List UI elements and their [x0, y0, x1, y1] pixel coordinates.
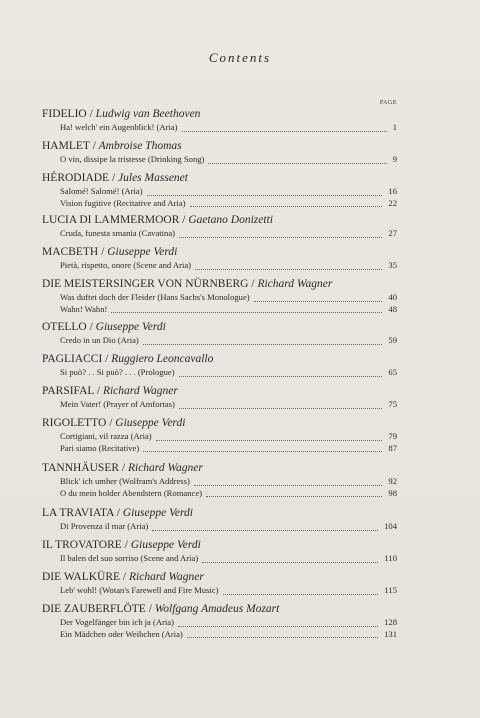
toc-entry: [42, 320, 397, 347]
aria-row: [42, 585, 397, 597]
opera-title: MACBETH: [42, 246, 99, 258]
opera-heading: [42, 384, 397, 399]
page-column-label: PAGE: [379, 100, 397, 106]
composer-name: Jules Massenet: [118, 172, 188, 184]
aria-title: Mein Vater! (Prayer of Amfortas): [60, 399, 175, 409]
separator: /: [89, 140, 99, 152]
dot-leader: [190, 205, 382, 207]
separator: /: [248, 278, 258, 290]
separator: /: [102, 353, 112, 365]
aria-title: O vin, dissipe la tristesse (Drinking Song): [60, 154, 205, 164]
aria-title: Pietà, rispetto, onore (Scene and Aria): [60, 260, 192, 270]
aria-row: [42, 617, 397, 629]
opera-title: PARSIFAL: [42, 385, 94, 397]
dot-leader: [223, 593, 378, 595]
opera-heading: [42, 171, 397, 186]
separator: /: [145, 603, 155, 615]
opera-heading: [42, 213, 397, 228]
composer-name: Giuseppe Verdi: [95, 321, 166, 333]
opera-title: FIDELIO: [42, 108, 87, 120]
aria-row: [42, 335, 397, 347]
toc-entry: [42, 570, 397, 597]
separator: /: [179, 214, 189, 226]
page-number: 48: [388, 303, 397, 314]
dot-leader: [147, 194, 382, 196]
composer-name: Richard Wagner: [127, 462, 203, 474]
opera-heading: [42, 506, 397, 521]
aria-title: Di Provenza il mar (Aria): [60, 521, 149, 531]
page-number: 79: [388, 431, 397, 441]
aria-row: [42, 198, 397, 210]
composer-name: Giuseppe Verdi: [122, 507, 193, 519]
separator: /: [86, 321, 96, 333]
separator: /: [120, 571, 129, 583]
dot-leader: [179, 375, 382, 377]
opera-heading: [42, 416, 397, 431]
composer-name: Richard Wagner: [129, 571, 204, 583]
aria-title: Cortigiani, vil razza (Aria): [60, 431, 152, 441]
aria-title: Si può? . . Si può? . . . (Prologue): [60, 367, 175, 377]
opera-title: IL TROVATORE: [42, 539, 122, 551]
aria-row: [42, 431, 397, 443]
opera-title: OTELLO: [42, 321, 87, 333]
composer-name: Ambroise Thomas: [98, 140, 182, 152]
opera-heading: [42, 352, 397, 367]
separator: /: [119, 462, 128, 474]
toc-entry: [42, 538, 397, 565]
page-number: 131: [384, 628, 397, 639]
dot-leader: [187, 636, 378, 638]
opera-title: HAMLET: [42, 140, 90, 152]
page-number: 110: [384, 553, 397, 563]
dot-leader: [194, 484, 382, 486]
opera-heading: [42, 139, 397, 154]
aria-row: [42, 629, 397, 641]
separator: /: [109, 172, 119, 184]
aria-title: Was duftet doch der Fleider (Hans Sachs's Monologue): [60, 292, 250, 302]
aria-row: [42, 443, 397, 455]
composer-name: Gaetano Donizetti: [188, 214, 273, 226]
dot-leader: [152, 529, 378, 531]
page-number: 104: [384, 521, 397, 531]
opera-heading: [42, 461, 397, 476]
dot-leader: [143, 450, 382, 452]
separator: /: [106, 417, 116, 429]
toc-entry: [42, 352, 397, 379]
aria-title: Salomé! Salomé! (Aria): [60, 186, 143, 196]
aria-row: [42, 122, 397, 134]
composer-name: Ludwig van Beethoven: [95, 108, 201, 120]
toc-entry: [42, 171, 397, 209]
toc-entry: [42, 245, 397, 272]
toc-entry: [42, 139, 397, 166]
page-number: 59: [388, 335, 397, 345]
dot-leader: [178, 625, 378, 627]
opera-title: LA TRAVIATA: [42, 507, 114, 519]
opera-heading: [42, 107, 397, 122]
aria-row: [42, 304, 397, 316]
page-number: 65: [388, 367, 397, 377]
opera-heading: [42, 245, 397, 260]
page-number: 16: [388, 186, 397, 196]
page-title: Contents: [208, 50, 272, 65]
aria-row: [42, 292, 397, 304]
opera-heading: [42, 570, 397, 585]
separator: /: [86, 108, 96, 120]
toc-entry: [42, 384, 397, 411]
opera-title: DIE WALKÜRE: [42, 571, 121, 583]
aria-row: [42, 154, 397, 166]
aria-title: Pari siamo (Recitative): [60, 442, 140, 453]
opera-title: TANNHÄUSER: [42, 462, 120, 474]
toc-entry: [42, 416, 397, 454]
aria-row: [42, 186, 397, 198]
page-number: 92: [388, 476, 397, 486]
composer-name: Richard Wagner: [257, 278, 333, 290]
opera-title: DIE ZAUBERFLÖTE: [42, 603, 146, 615]
page-number: 128: [384, 617, 397, 627]
aria-title: Blick' ich umher (Wolfram's Address): [60, 476, 190, 486]
dot-leader: [208, 162, 387, 164]
opera-title: LUCIA DI LAMMERMOOR: [42, 214, 180, 226]
opera-heading: [42, 538, 397, 553]
aria-title: Il balen del suo sorriso (Scene and Aria): [60, 553, 199, 563]
opera-heading: [42, 320, 397, 335]
dot-leader: [206, 495, 382, 497]
aria-row: [42, 553, 397, 565]
page-number: 27: [388, 228, 397, 238]
toc-entry: [42, 107, 397, 134]
toc-entry: [42, 277, 397, 315]
aria-title: Der Vogelfänger bin ich ja (Aria): [60, 617, 174, 627]
page-number: 98: [388, 487, 397, 498]
aria-title: Vision fugitive (Recitative and Aria): [60, 197, 186, 208]
toc-entry: [42, 602, 397, 640]
page-number: 40: [388, 292, 397, 302]
separator: /: [121, 539, 131, 551]
aria-row: [42, 399, 397, 411]
opera-title: HÉRODIADE: [42, 172, 110, 184]
toc-entry: [42, 506, 397, 533]
aria-row: [42, 521, 397, 533]
aria-row: [42, 488, 397, 500]
composer-name: Wolfgang Amadeus Mozart: [154, 603, 280, 615]
aria-title: O du mein holder Abendstern (Romance): [60, 487, 202, 498]
opera-heading: [42, 277, 397, 292]
aria-title: Leb' wohl! (Wotan's Farewell and Fire Music): [60, 585, 219, 595]
composer-name: Giuseppe Verdi: [130, 539, 201, 551]
page-number: 75: [388, 399, 397, 409]
page-number: 87: [388, 442, 397, 453]
dot-leader: [202, 561, 378, 563]
toc-entry: [42, 461, 397, 499]
aria-title: Ha! welch' ein Augenblick! (Aria): [60, 122, 178, 132]
opera-title: PAGLIACCI: [42, 353, 103, 365]
aria-title: Cruda, funesta smania (Cavatina): [60, 228, 176, 238]
dot-leader: [143, 343, 382, 345]
page-number: 115: [384, 585, 397, 595]
toc-entry: [42, 213, 397, 240]
composer-name: Giuseppe Verdi: [107, 246, 178, 258]
opera-title: RIGOLETTO: [42, 417, 107, 429]
dot-leader: [182, 130, 387, 132]
opera-heading: [42, 602, 397, 617]
aria-row: [42, 367, 397, 379]
separator: /: [98, 246, 108, 258]
page-number: 9: [392, 154, 397, 164]
dot-leader: [111, 311, 382, 313]
separator: /: [113, 507, 123, 519]
aria-row: [42, 260, 397, 272]
dot-leader: [195, 268, 382, 270]
dot-leader: [179, 407, 382, 409]
page-number: 1: [392, 122, 397, 132]
aria-row: [42, 228, 397, 240]
dot-leader: [179, 236, 382, 238]
aria-row: [42, 476, 397, 488]
composer-name: Richard Wagner: [102, 385, 178, 397]
aria-title: Ein Mädchen oder Weibchen (Aria): [60, 628, 183, 639]
dot-leader: [254, 300, 382, 302]
dot-leader: [156, 439, 382, 441]
page-number: 22: [388, 197, 397, 208]
composer-name: Giuseppe Verdi: [115, 417, 186, 429]
page-number: 35: [388, 260, 397, 270]
aria-title: Credo in un Dio (Aria): [60, 335, 139, 345]
separator: /: [94, 385, 103, 397]
composer-name: Ruggiero Leoncavallo: [111, 353, 214, 365]
opera-title: DIE MEISTERSINGER VON NÜRNBERG: [42, 278, 249, 290]
aria-title: Wahn! Wahn!: [60, 303, 108, 314]
